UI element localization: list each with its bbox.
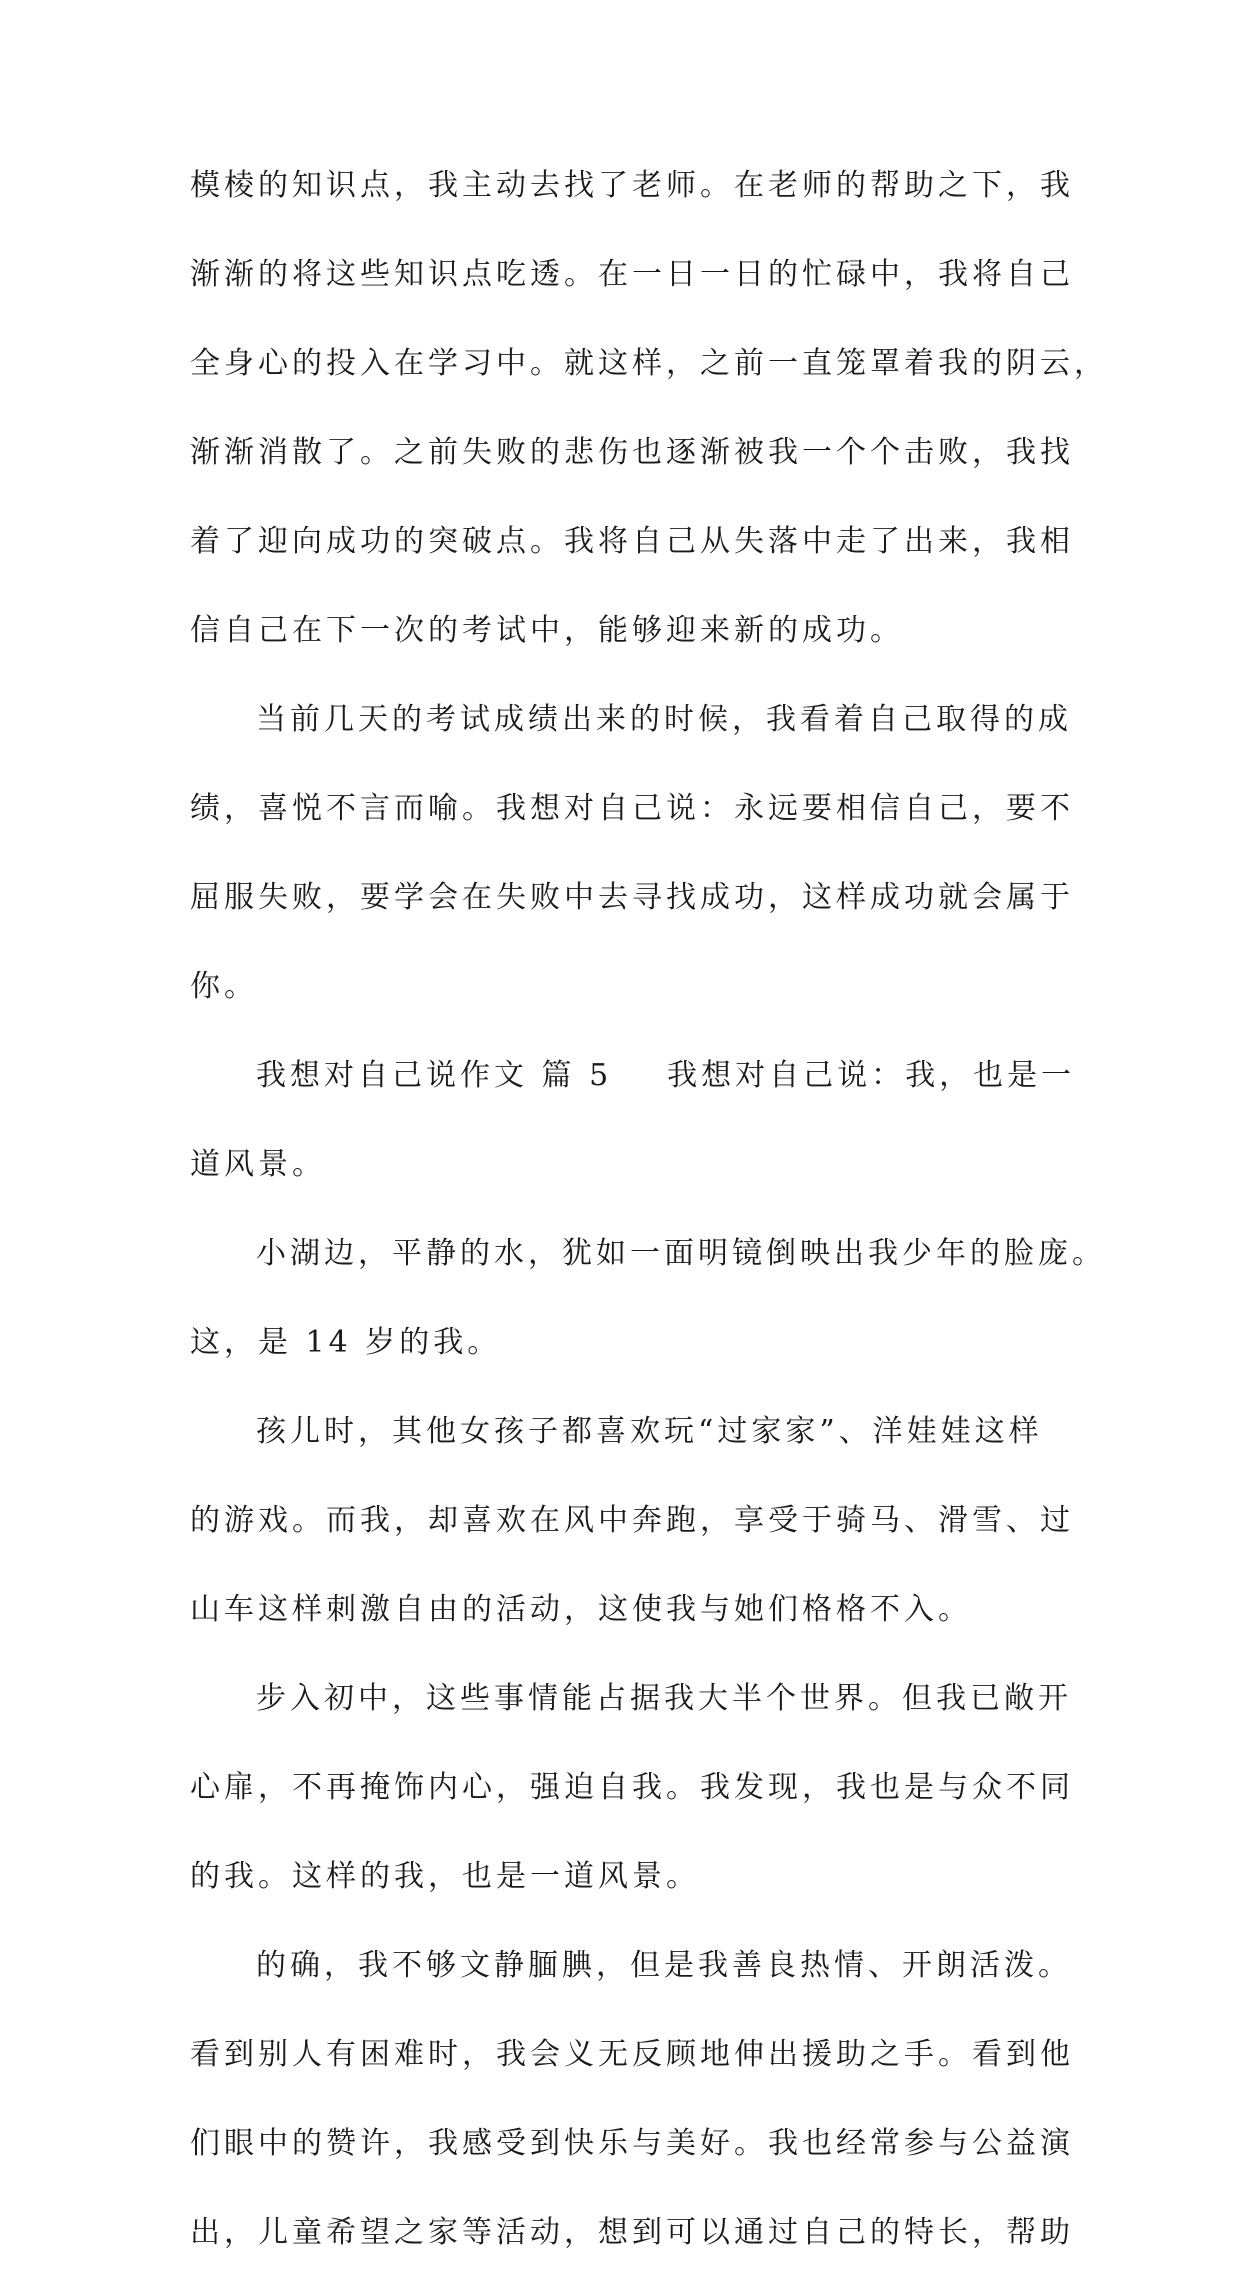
text-line: 出，儿童希望之家等活动，想到可以通过自己的特长，帮助 [190, 2215, 1074, 2250]
text-line: 们眼中的赞许，我感受到快乐与美好。我也经常参与公益演 [190, 2126, 1074, 2161]
text-line: 着了迎向成功的突破点。我将自己从失落中走了出来，我相 [190, 524, 1074, 559]
text-line: 的我。这样的我，也是一道风景。 [190, 1859, 700, 1894]
text-line: 全身心的投入在学习中。就这样，之前一直笼罩着我的阴云， [190, 346, 1108, 381]
text-line: 心扉，不再掩饰内心，强迫自我。我发现，我也是与众不同 [190, 1770, 1074, 1805]
text-line: 山车这样刺激自由的活动，这使我与她们格格不入。 [190, 1592, 972, 1627]
text-line: 你。 [190, 969, 258, 1004]
essay-body [190, 158, 1108, 2294]
text-line: 模棱的知识点，我主动去找了老师。在老师的帮助之下，我 [190, 168, 1074, 203]
text-line: 绩，喜悦不言而喻。我想对自己说：永远要相信自己，要不 [190, 791, 1074, 826]
text-line: 看到别人有困难时，我会义无反顾地伸出援助之手。看到他 [190, 2037, 1074, 2072]
paragraph-start-line: 步入初中，这些事情能占据我大半个世界。但我已敞开 [256, 1681, 1072, 1716]
text-line: 这，是 14 岁的我。 [190, 1325, 502, 1360]
text-line: 的游戏。而我，却喜欢在风中奔跑，享受于骑马、滑雪、过 [190, 1503, 1074, 1538]
text-line: 信自己在下一次的考试中，能够迎来新的成功。 [190, 613, 904, 648]
section-subtitle: 我想对自己说：我，也是一 [667, 1058, 1076, 1093]
text-line: 道风景。 [190, 1147, 326, 1182]
paragraph-start-line: 的确，我不够文静腼腆，但是我善良热情、开朗活泼。 [256, 1948, 1072, 1983]
paragraph-start-line: 当前几天的考试成绩出来的时候，我看着自己取得的成 [256, 702, 1072, 737]
paragraph-start-line: 小湖边，平静的水，犹如一面明镜倒映出我少年的脸庞。 [256, 1236, 1106, 1271]
paragraph-start-line: 孩儿时，其他女孩子都喜欢玩“过家家”、洋娃娃这样 [256, 1414, 1043, 1449]
text-line: 屈服失败，要学会在失败中去寻找成功，这样成功就会属于 [190, 880, 1074, 915]
section-heading: 我想对自己说作文 篇 5 [256, 1058, 613, 1093]
text-line: 渐渐消散了。之前失败的悲伤也逐渐被我一个个击败，我找 [190, 435, 1074, 470]
text-line: 渐渐的将这些知识点吃透。在一日一日的忙碌中，我将自己 [190, 257, 1074, 292]
section-heading-line [190, 1048, 1076, 1137]
